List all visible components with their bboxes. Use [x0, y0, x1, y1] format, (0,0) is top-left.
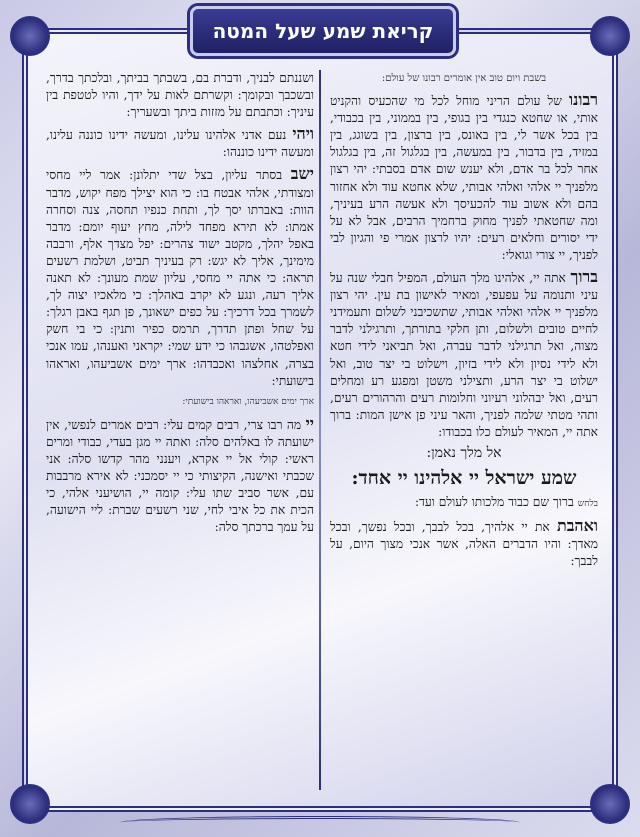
baruch-paragraph	[330, 268, 598, 441]
vihi-first-word: ויהי	[292, 124, 314, 144]
baruch-shem-line	[330, 494, 598, 513]
repeat-note: ארך ימים אשביעהו, ואראהו בישועתי:	[182, 396, 314, 407]
el-melech-line: אל מלך נאמן:	[426, 444, 502, 461]
vihi-text: נעם אדני אלהינו עלינו, ומעשה ידינו כוננה עלינו, ומעשה ידינו כוננהו:	[46, 128, 314, 160]
baruch-first-word: ברוך	[570, 267, 598, 287]
corner-ornament	[10, 16, 50, 56]
left-column	[46, 70, 314, 790]
veshinantam-paragraph: ושננתם לבניך, ודברת בם, בשבתך בביתך, ובלכתך בדרך, ובשכבך ובקומך: וקשרתם לאות על ידך, והיו לטטפת בין עיניך: וכתבתם על מזזות ביתך ובשעריך:	[46, 71, 314, 120]
ribono-paragraph	[330, 91, 598, 264]
corner-ornament	[590, 784, 630, 824]
corner-ornament	[10, 784, 50, 824]
corner-ornament	[590, 16, 630, 56]
baruch-text: אתה יי, אלהינו מלך העולם, המפיל חבלי שנה על עיני ותנומה על עפעפי, ומאיר לאישון בת עין. יהי רצון מלפניך יי אלהי ואלהי אבותי, שתשכיבני לשלום ותעמידני לחיים טובים ולשלום, ותן חלקי בתורתך, ותרגילני לדבר מצוה, ואל תרגילני לדבר עברה, ואל תביאני לידי חטא ולא לידי נסיון ולא לידי בזיון, וישלוט בי יצר טוב, ואל ישלוט בי יצר הרע, ותצילני משטן ומפגע רע ומחלים רעים, ואל יבהלוני רעיוני וחלומות רעים והרהורים רעים, ותהי מטתי שלמה לפניך, והאר עיני פן אישן המות: ברוך אתה יי, המאיר לעולם כלו בכבודו:	[330, 271, 598, 439]
mah-rabu-paragraph	[46, 415, 314, 537]
veahavta-text: את יי אלהיך, בכל לבבך, ובכל נפשך, ובכל מאדך: והיו הדברים האלה, אשר אנכי מצוך היום, על לבבך:	[330, 520, 598, 569]
mah-rabu-first-word: יי	[305, 413, 314, 433]
column-divider	[319, 70, 321, 790]
baruch-shem-text: ברוך שם כבוד מלכותו לעולם ועד:	[414, 495, 574, 510]
right-column	[330, 70, 598, 790]
page-title: קריאת שמע שעל המטה	[212, 19, 434, 43]
ribono-first-word: רבונו	[569, 90, 598, 110]
bottom-ornament	[120, 816, 520, 829]
yoshev-first-word: ישב	[290, 164, 314, 184]
yoshev-text: בסתר עליון, בצל שדי יתלונן: אמר ליי מחסי ומצודתי, אלהי אבטח בו: כי הוא יצילך מפח יקוש, מדבר הוות: באברתו יסך לך, ותחת כנפיו תחסה, צנה וסחרה אמתו: לא תירא מפחד לילה, מחץ יעוף יומם: מדבר באפל יהלך, מקטב ישוד צהרים: יפל מצדך אלף, ורבבה מימינך, אליך לא יגש: רק בעיניך תביט, ושלמת רשעים תראה: כי אתה יי מחסי, עליון שמת מעונך: לא תאנה אליך רעה, ונגע לא יקרב באהלך: כי מלאכיו יצוה לך, לשמרך בכל דרכיך: על כפים ישאונך, פן תגף באבן רגלך: על שחל ופתן תדרך, תרמס כפיר ותנין: כי בי חשק ואפלטהו, אשגבהו כי ידע שמי: יקראני ואענהו, עמו אנכי בצרה, אחלצהו ואכבדהו: ארך ימים אשביעהו, ואראהו בישועתי:	[46, 168, 314, 388]
yoshev-paragraph	[46, 165, 314, 389]
veahavta-paragraph	[330, 517, 598, 570]
veahavta-first-word: ואהבת	[556, 516, 598, 536]
ribono-text: של עולם הריני מוחל לכל מי שהכעיס והקניט אותי, או שחטא כנגדי בין בגופי, בין בממוני, בין בכבודי, בין בכל אשר לי, בין באונס, בין ברצון, בין בשוגג, בין במזיד, בין בדבור, בין במעשה, בין בגלגול זה, בין בגלגול אחר לכל בר אדם, ולא יענש שום אדם בסבתי: יהי רצון מלפניך יי אלהי ואלהי אבותי, שלא אחטא עוד ולא אחזור בהם ולא אשוב עוד להכעיסך ולא אעשה הרע בעיניך, ומה שחטאתי לפניך מחוק ברחמיך הרבים, אבל לא על ידי יסורים וחלאים רעים: יהיו לרצון אמרי פי והגיון לבי לפניך, יי צורי וגואלי:	[330, 94, 598, 262]
whisper-label: בלחש	[577, 499, 598, 510]
title-banner	[190, 6, 456, 56]
intro-note: בשבת ויום טוב אין אומרים רבונו של עולם:	[381, 73, 547, 84]
mah-rabu-text: מה רבו צרי, רבים קמים עלי: רבים אמרים לנפשי, אין ישועתה לו באלהים סלה: ואתה יי מגן בעדי, כבודי ומרים ראשי: קולי אל יי אקרא, ויענני מהר קדשו סלה: אני שכבתי ואישנה, הקיצותי כי יי יסמכני: לא אירא מרבבות עם, אשר סביב שתו עלי: קומה יי, הושיעני אלהי, כי הכית את כל איבי לחי, שני רשעים שברת: ליי הישועה, על עמך ברכתך סלה:	[46, 417, 314, 535]
vihi-paragraph	[46, 125, 314, 161]
shema-verse: שמע ישראל יי אלהינו יי אחד:	[351, 467, 577, 490]
